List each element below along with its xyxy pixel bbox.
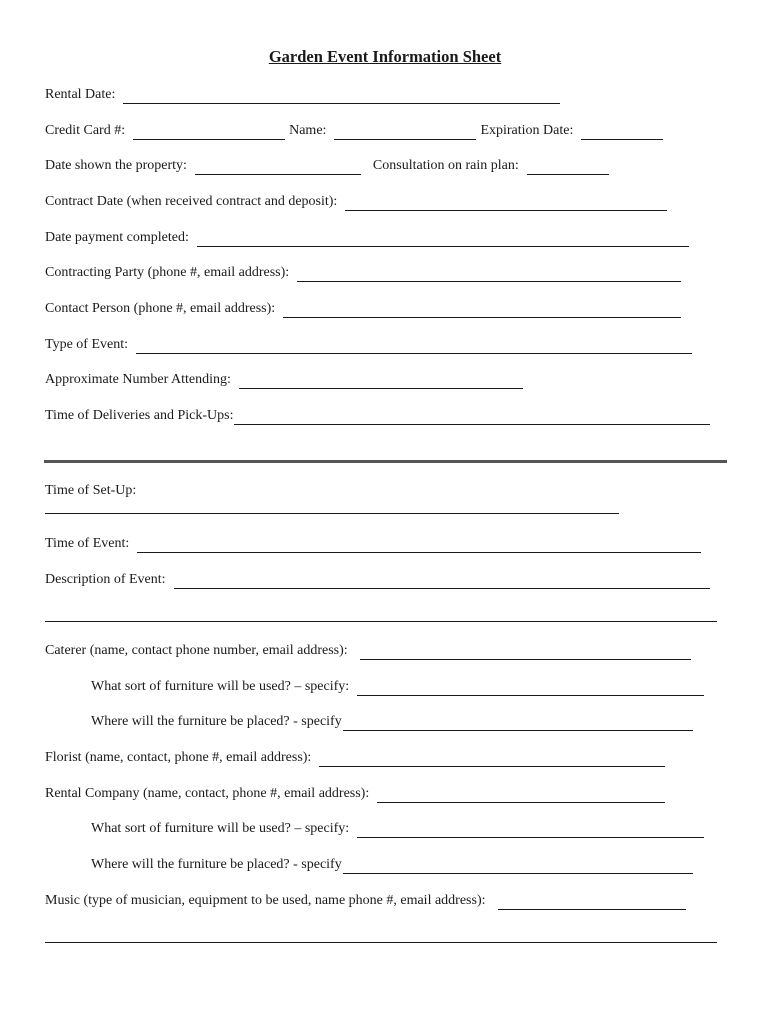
name-field[interactable] bbox=[334, 125, 476, 140]
deliveries-label: Time of Deliveries and Pick-Ups: bbox=[45, 408, 234, 423]
rental-date-row bbox=[45, 86, 725, 104]
contracting-party-field[interactable] bbox=[297, 267, 681, 282]
rental-furniture-sort-label: What sort of furniture will be used? – specify: bbox=[91, 821, 350, 836]
caterer-field[interactable] bbox=[360, 645, 691, 660]
rental-company-row bbox=[45, 785, 725, 803]
music-field-continued[interactable] bbox=[45, 942, 717, 943]
contract-date-label: Contract Date (when received contract and deposit): bbox=[45, 194, 338, 209]
description-row bbox=[45, 571, 725, 589]
caterer-furniture-sort-row bbox=[91, 678, 725, 696]
florist-field[interactable] bbox=[319, 752, 665, 767]
rain-plan-field[interactable] bbox=[527, 160, 609, 175]
caterer-label: Caterer (name, contact phone number, email address): bbox=[45, 643, 348, 658]
caterer-furniture-place-label: Where will the furniture be placed? - specify bbox=[91, 714, 342, 729]
payment-completed-row bbox=[45, 229, 725, 247]
date-shown-field[interactable] bbox=[195, 160, 361, 175]
time-of-event-label: Time of Event: bbox=[45, 536, 130, 551]
rental-company-label: Rental Company (name, contact, phone #, email address): bbox=[45, 786, 370, 801]
contact-person-row bbox=[45, 300, 725, 318]
setup-row bbox=[45, 482, 725, 500]
rental-date-field[interactable] bbox=[123, 89, 560, 104]
type-of-event-field[interactable] bbox=[136, 339, 692, 354]
type-of-event-label: Type of Event: bbox=[45, 337, 128, 352]
name-label: Name: bbox=[289, 123, 327, 138]
description-field[interactable] bbox=[174, 574, 710, 589]
payment-completed-label: Date payment completed: bbox=[45, 230, 189, 245]
caterer-furniture-place-row bbox=[91, 713, 725, 731]
property-row bbox=[45, 157, 725, 175]
rental-furniture-place-field[interactable] bbox=[343, 859, 693, 874]
caterer-row bbox=[45, 642, 725, 660]
florist-row bbox=[45, 749, 725, 767]
contract-date-row bbox=[45, 193, 725, 211]
payment-completed-field[interactable] bbox=[197, 232, 689, 247]
form-title: Garden Event Information Sheet bbox=[268, 47, 502, 66]
caterer-furniture-place-field[interactable] bbox=[343, 716, 693, 731]
section-divider bbox=[44, 460, 727, 463]
rental-furniture-sort-field[interactable] bbox=[357, 823, 704, 838]
rain-plan-label: Consultation on rain plan: bbox=[372, 158, 519, 173]
description-label: Description of Event: bbox=[45, 572, 166, 587]
rental-furniture-place-label: Where will the furniture be placed? - specify bbox=[91, 857, 342, 872]
deliveries-row bbox=[45, 407, 726, 425]
rental-furniture-place-row bbox=[91, 856, 725, 874]
music-row bbox=[45, 892, 725, 910]
rental-furniture-sort-row bbox=[91, 820, 725, 838]
setup-label: Time of Set-Up: bbox=[45, 483, 137, 498]
rental-date-label: Rental Date: bbox=[45, 87, 116, 102]
caterer-furniture-sort-label: What sort of furniture will be used? – specify: bbox=[91, 679, 350, 694]
caterer-furniture-sort-field[interactable] bbox=[357, 681, 704, 696]
number-attending-row bbox=[45, 371, 725, 389]
payment-row bbox=[45, 122, 725, 140]
date-shown-label: Date shown the property: bbox=[45, 158, 187, 173]
expiration-date-field[interactable] bbox=[581, 125, 663, 140]
florist-label: Florist (name, contact, phone #, email address): bbox=[45, 750, 312, 765]
setup-field[interactable] bbox=[45, 513, 619, 514]
time-of-event-row bbox=[45, 535, 725, 553]
number-attending-label: Approximate Number Attending: bbox=[45, 372, 231, 387]
credit-card-field[interactable] bbox=[133, 125, 285, 140]
contact-person-field[interactable] bbox=[283, 303, 681, 318]
number-attending-field[interactable] bbox=[239, 374, 523, 389]
rental-company-field[interactable] bbox=[377, 788, 665, 803]
contracting-party-row bbox=[45, 264, 725, 282]
description-field-continued[interactable] bbox=[45, 621, 717, 622]
music-field[interactable] bbox=[498, 895, 686, 910]
deliveries-field[interactable] bbox=[234, 410, 710, 425]
expiration-date-label: Expiration Date: bbox=[480, 123, 574, 138]
contracting-party-label: Contracting Party (phone #, email address): bbox=[45, 265, 290, 280]
music-label: Music (type of musician, equipment to be used, name phone #, email address): bbox=[45, 893, 486, 908]
credit-card-label: Credit Card #: bbox=[45, 123, 126, 138]
contract-date-field[interactable] bbox=[345, 196, 667, 211]
contact-person-label: Contact Person (phone #, email address): bbox=[45, 301, 276, 316]
type-of-event-row bbox=[45, 336, 725, 354]
time-of-event-field[interactable] bbox=[137, 538, 701, 553]
